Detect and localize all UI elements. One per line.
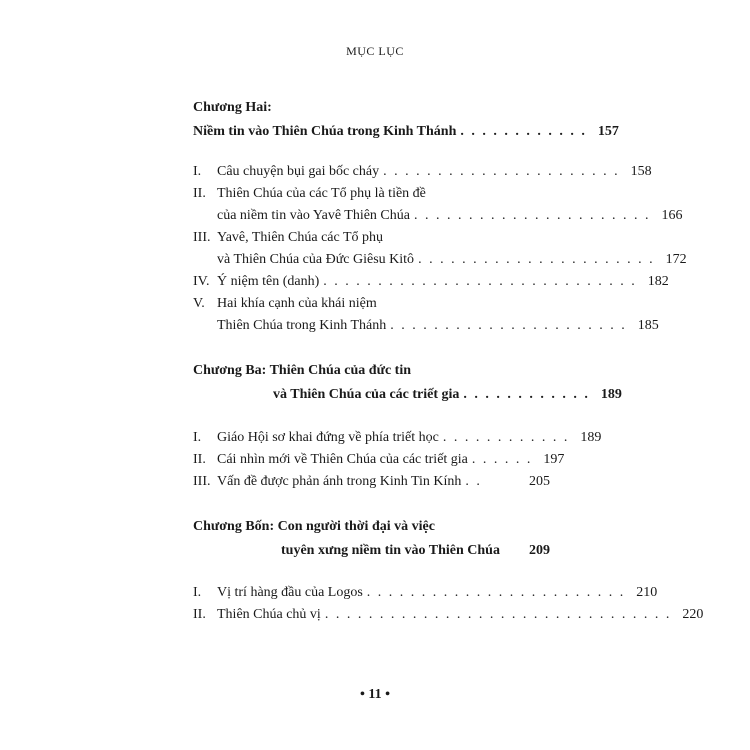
entry-number: I. — [193, 430, 202, 445]
entry-title: Vấn đề được phản ánh trong Kinh Tin Kính — [217, 474, 462, 489]
chapter-page: 189 — [600, 387, 622, 402]
entry-title: và Thiên Chúa của Đức Giêsu Kitô — [217, 252, 415, 267]
leader-dots: . . . . . . — [471, 452, 533, 467]
entry-page: 185 — [637, 318, 659, 333]
chapter-heading — [193, 96, 619, 144]
chapter-label: Chương Hai: — [193, 100, 272, 115]
toc-entry-continuation — [193, 315, 659, 337]
toc-entry — [193, 293, 550, 315]
chapter-heading — [193, 359, 622, 407]
entry-list — [193, 582, 704, 626]
entry-title: Thiên Chúa của các Tổ phụ là tiền đề — [217, 186, 426, 201]
entry-title: Vị trí hàng đầu của Logos — [217, 585, 363, 600]
chapter-title: Niềm tin vào Thiên Chúa trong Kinh Thánh — [193, 124, 457, 139]
entry-page: 205 — [529, 474, 550, 489]
entry-number: II. — [193, 452, 206, 467]
toc-entry — [193, 227, 550, 249]
entry-title: Giáo Hội sơ khai đứng về phía triết học — [217, 430, 439, 445]
leader-dots: . . . . . . . . . . . . . . . . . . . . . . . . . . . . . — [323, 274, 637, 289]
entry-page: 182 — [647, 274, 669, 289]
chapter-label: Chương Ba: Thiên Chúa của đức tin — [193, 363, 412, 378]
entry-title: Câu chuyện bụi gai bốc cháy — [217, 164, 380, 179]
chapter-title: và Thiên Chúa của các triết gia — [273, 387, 460, 402]
entry-title: Thiên Chúa chủ vị — [217, 607, 321, 622]
leader-dots: . . . . . . . . . . . . . . . . . . . . . . . . — [366, 585, 626, 600]
entry-title: Cái nhìn mới về Thiên Chúa của các triết gia — [217, 452, 468, 467]
entry-number: IV. — [193, 274, 210, 289]
toc-entry — [193, 161, 652, 183]
toc-entry-continuation — [193, 249, 687, 271]
chapter-title-row — [193, 120, 619, 144]
entry-page: 166 — [661, 208, 683, 223]
leader-dots: . . . . . . . . . . . . — [442, 430, 570, 445]
entry-list — [193, 427, 602, 493]
entry-number: II. — [193, 607, 206, 622]
entry-title: Hai khía cạnh của khái niệm — [217, 296, 377, 311]
chapter-page: 157 — [597, 124, 619, 139]
toc-entry-continuation — [193, 205, 683, 227]
leader-dots: . . — [465, 474, 482, 489]
leader-dots: . . . . . . . . . . . . — [460, 124, 587, 139]
toc-entry — [193, 604, 704, 626]
leader-dots: . . . . . . . . . . . . . . . . . . . . . . . . . . . . . . . . — [324, 607, 672, 622]
entry-number: V. — [193, 296, 205, 311]
entry-number: II. — [193, 186, 206, 201]
page-header: MỤC LỤC — [346, 44, 404, 58]
entry-title: Yavê, Thiên Chúa các Tổ phụ — [217, 230, 384, 245]
toc-entry — [193, 427, 602, 449]
chapter-page: 209 — [529, 543, 550, 558]
leader-dots: . . . . . . . . . . . . . . . . . . . . . . — [383, 164, 620, 179]
entry-list — [193, 161, 687, 337]
leader-dots: . . . . . . . . . . . . . . . . . . . . . . — [390, 318, 627, 333]
entry-page: 197 — [543, 452, 565, 467]
toc-entry — [193, 471, 550, 493]
entry-page: 189 — [580, 430, 602, 445]
chapter-heading — [193, 515, 550, 563]
leader-dots: . . . . . . . . . . . . . . . . . . . . . . — [414, 208, 651, 223]
toc-entry — [193, 183, 550, 205]
chapter-title: tuyên xưng niềm tin vào Thiên Chúa — [281, 543, 500, 558]
chapter-title-row — [193, 383, 622, 407]
toc-entry — [193, 449, 565, 471]
toc-entry — [193, 271, 669, 293]
page-number: • 11 • — [359, 687, 391, 702]
leader-dots: . . . . . . . . . . . . — [463, 387, 590, 402]
entry-number: I. — [193, 585, 202, 600]
entry-page: 158 — [630, 164, 652, 179]
entry-title: Ý niệm tên (danh) — [217, 274, 320, 289]
entry-page: 210 — [636, 585, 658, 600]
entry-page: 172 — [665, 252, 687, 267]
entry-page: 220 — [682, 607, 704, 622]
chapter-title-row — [193, 539, 550, 563]
entry-number: III. — [193, 230, 211, 245]
entry-title: của niềm tin vào Yavê Thiên Chúa — [217, 208, 410, 223]
entry-number: I. — [193, 164, 202, 179]
entry-number: III. — [193, 474, 211, 489]
leader-dots: . . . . . . . . . . . . . . . . . . . . . . — [418, 252, 655, 267]
chapter-label: Chương Bốn: Con người thời đại và việc — [193, 519, 435, 534]
toc-entry — [193, 582, 658, 604]
entry-title: Thiên Chúa trong Kinh Thánh — [217, 318, 387, 333]
